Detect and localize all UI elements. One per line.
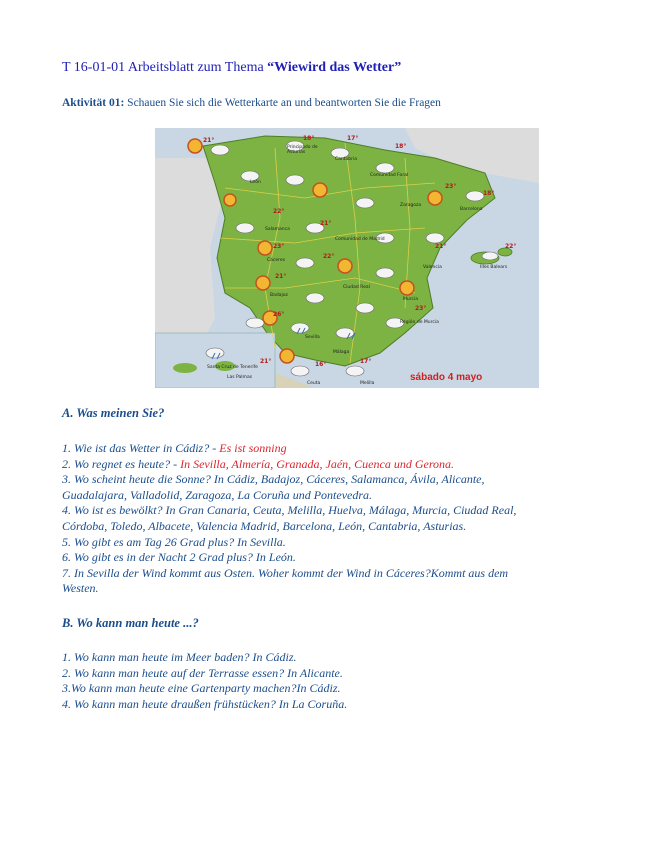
list-item: Westen.: [62, 581, 99, 596]
list-item: 4. Wo ist es bewölkt? In Gran Canaria, Ceuta, Melilla, Huelva, Málaga, Murcia, Ciudad Real,: [62, 503, 517, 518]
map-date-label: sábado 4 mayo: [410, 372, 483, 383]
list-item: Córdoba, Toledo, Albacete, Valencia Madrid, Barcelona, León, Cantabria, Asturias.: [62, 518, 467, 533]
svg-text:18°: 18°: [483, 190, 495, 197]
svg-text:26°: 26°: [273, 311, 285, 318]
section-a-list: [62, 441, 602, 597]
list-item: 6. Wo gibt es in der Nacht 2 Grad plus? In León.: [62, 550, 296, 565]
activity-instruction: [62, 97, 441, 109]
svg-text:Badajoz: Badajoz: [270, 293, 288, 298]
list-item: Guadalajara, Valladolid, Zaragoza, La Coruña und Pontevedra.: [62, 487, 373, 502]
svg-text:Principado de: Principado de: [287, 145, 318, 150]
svg-text:León: León: [250, 180, 261, 185]
svg-text:22°: 22°: [505, 243, 517, 250]
section-a-heading: A. Was meinen Sie?: [62, 406, 165, 420]
svg-text:22°: 22°: [273, 208, 285, 215]
svg-text:Zaragoza: Zaragoza: [400, 203, 422, 208]
svg-text:Valencia: Valencia: [423, 265, 442, 270]
svg-text:Sevilla: Sevilla: [305, 335, 320, 340]
svg-text:Región de Murcia: Región de Murcia: [400, 320, 439, 325]
svg-text:21°: 21°: [275, 273, 287, 280]
svg-text:Asturias: Asturias: [287, 150, 306, 155]
svg-text:Illes Balears: Illes Balears: [480, 265, 508, 270]
svg-text:Melilla: Melilla: [360, 381, 375, 386]
svg-text:17°: 17°: [347, 135, 359, 142]
svg-text:23°: 23°: [415, 305, 427, 312]
svg-text:18°: 18°: [395, 143, 407, 150]
svg-text:Cantabria: Cantabria: [335, 157, 357, 162]
svg-text:21°: 21°: [260, 358, 272, 365]
worksheet-title: [62, 60, 401, 76]
activity-text: Schauen Sie sich die Wetterkarte an und beantworten Sie die Fragen: [124, 97, 441, 109]
section-b-heading: B. Wo kann man heute ...?: [62, 616, 199, 630]
activity-label: Aktivität 01:: [62, 97, 125, 109]
svg-text:17°: 17°: [360, 358, 372, 365]
svg-text:21°: 21°: [320, 220, 332, 227]
list-item: 5. Wo gibt es am Tag 26 Grad plus? In Sevilla.: [62, 534, 286, 549]
svg-text:Ceuta: Ceuta: [307, 381, 321, 386]
svg-text:Murcia: Murcia: [403, 297, 418, 302]
svg-text:21°: 21°: [435, 243, 447, 250]
section-b-list: [62, 650, 602, 712]
svg-text:Santa Cruz de Tenerife: Santa Cruz de Tenerife: [207, 365, 258, 370]
list-item: 3.Wo kann man heute eine Gartenparty machen?In Cádiz.: [62, 681, 341, 696]
svg-text:22°: 22°: [323, 253, 335, 260]
list-item: 2. Wo kann man heute auf der Terrasse essen? In Alicante.: [62, 665, 343, 680]
svg-text:Málaga: Málaga: [333, 350, 350, 355]
svg-text:21°: 21°: [203, 137, 215, 144]
weather-map: [155, 128, 539, 388]
list-item: 7. In Sevilla der Wind kommt aus Osten. Woher kommt der Wind in Cáceres?Kommt aus dem: [62, 565, 509, 580]
svg-text:23°: 23°: [273, 243, 285, 250]
list-item: 4. Wo kann man heute draußen frühstücken? In La Coruña.: [62, 696, 348, 711]
svg-text:Comunidad Foral: Comunidad Foral: [370, 173, 409, 178]
svg-text:Cáceres: Cáceres: [267, 258, 286, 263]
list-item: 1. Wo kann man heute im Meer baden? In Cádiz.: [62, 650, 297, 664]
svg-text:Comunidad de Madrid: Comunidad de Madrid: [335, 237, 385, 242]
list-item: 1. Wie ist das Wetter in Cádiz? - Es ist sonning: [62, 441, 287, 455]
svg-text:Las Palmas: Las Palmas: [227, 375, 253, 380]
svg-text:18°: 18°: [303, 135, 315, 142]
title-prefix: T 16-01-01 Arbeitsblatt zum Thema: [62, 60, 268, 75]
svg-text:23°: 23°: [445, 183, 457, 190]
title-topic: “Wiewird das Wetter”: [267, 60, 402, 75]
svg-text:Salamanca: Salamanca: [265, 227, 290, 232]
list-item: 2. Wo regnet es heute? - In Sevilla, Almería, Granada, Jaén, Cuenca und Gerona.: [62, 456, 455, 471]
svg-text:Barcelona: Barcelona: [460, 207, 483, 212]
svg-text:Ciudad Real: Ciudad Real: [343, 285, 370, 290]
svg-text:16°: 16°: [315, 361, 327, 368]
list-item: 3. Wo scheint heute die Sonne? In Cádiz, Badajoz, Cáceres, Salamanca, Ávila, Alicante,: [62, 472, 485, 487]
